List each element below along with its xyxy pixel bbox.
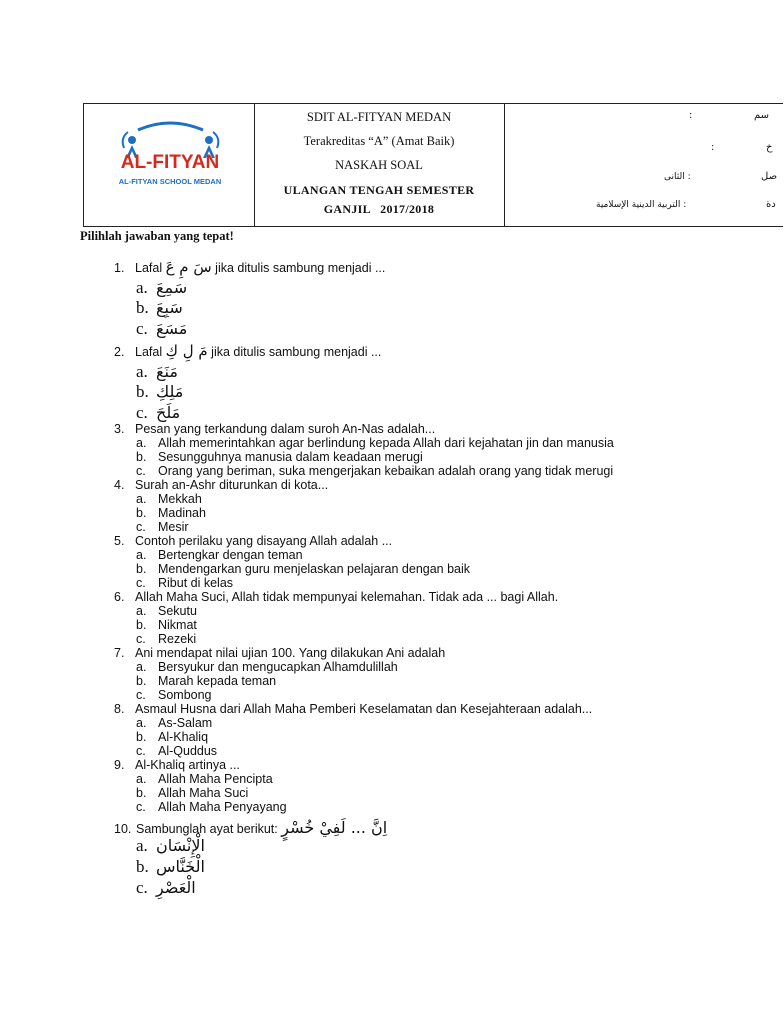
option-8c: c. Al-Quddus [136,744,218,758]
option-2b: b. مَلِكِ [136,382,184,401]
question-7: 7. Ani mendapat nilai ujian 100. Yang dilakukan Ani adalah [114,646,446,660]
field-label-1: سم [754,110,770,121]
option-8b: b. Al-Khaliq [136,730,209,744]
question-1 [114,258,385,276]
option-7b: b. Marah kepada teman [136,674,277,688]
option-5c: c. Ribut di kelas [136,576,234,590]
field-colon-4: : التربية الدينية الإسلامية [596,200,687,210]
exam-title: ULANGAN TENGAH SEMESTER [283,183,475,197]
question-5: 5. Contoh perilaku yang disayang Allah adalah ... [114,534,393,548]
school-logo [118,118,223,198]
question-6: 6. Allah Maha Suci, Allah tidak mempunyai kelemahan. Tidak ada ... bagi Allah. [114,590,559,604]
option-10b: b. الْخَنَّاس [136,857,205,876]
option-9b: b. Allah Maha Suci [136,786,249,800]
option-10a: a. الْإِنْسَان [136,836,205,855]
option-1c: c. مَسَعَ [136,319,188,338]
doc-type: NASKAH SOAL [335,158,423,172]
field-colon-1: : [689,110,693,121]
option-7a: a. Bersyukur dan mengucapkan Alhamdulillah [136,660,398,674]
school-name: SDIT AL-FITYAN MEDAN [306,110,452,124]
question-9: 9. Al-Khaliq artinya ... [114,758,240,772]
option-3b: b. Sesungguhnya manusia dalam keadaan merugi [136,450,423,464]
option-3c: c. Orang yang beriman, suka mengerjakan kebaikan adalah orang yang tidak merugi [136,464,614,478]
option-4c: c. Mesir [136,520,189,534]
option-4a: a. Mekkah [136,492,202,506]
question-number: 1. [114,261,125,275]
instruction: Pilihlah jawaban yang tepat! [80,229,234,243]
question-10: 10. Sambunglah ayat berikut: اِنَّ ... لَفِيْ خُسْرٍ [114,818,388,837]
option-4b: b. Madinah [136,506,206,520]
field-colon-3: : الثانى [664,172,691,182]
student-info-cell [504,104,784,226]
field-colon-2: : [711,142,715,153]
school-info-cell [254,104,505,226]
option-3a: a. Allah memerintahkan agar berlindung kepada Allah dari kejahatan jin dan manusia [136,436,614,450]
question-2: 2. Lafal مَ لِ كِ jika ditulis sambung menjadi ... [114,342,382,360]
question-3: 3. Pesan yang terkandung dalam suroh An-Nas adalah... [114,422,436,436]
logo-cell [84,104,255,226]
option-9a: a. Allah Maha Pencipta [136,772,273,786]
semester: GANJIL 2017/2018 [323,202,435,216]
option-2a: a. مَنَعَ [136,362,178,381]
option-5a: a. Bertengkar dengan teman [136,548,303,562]
option-6a: a. Sekutu [136,604,197,618]
option-5b: b. Mendengarkan guru menjelaskan pelajaran dengan baik [136,562,471,576]
option-1a: a. سَمِعَ [136,278,188,297]
question-4: 4. Surah an-Ashr diturunkan di kota... [114,478,329,492]
option-6b: b. Nikmat [136,618,197,632]
accreditation: Terakreditas “A” (Amat Baik) [303,134,455,148]
exam-header [83,103,783,227]
field-label-2: خ [766,142,773,153]
option-8a: a. As-Salam [136,716,213,730]
question-text-post: jika ditulis sambung menjadi ... [211,261,386,275]
logo-subtext: AL-FITYAN SCHOOL MEDAN [118,177,222,186]
question-8: 8. Asmaul Husna dari Allah Maha Pemberi Keselamatan dan Kesejahteraan adalah... [114,702,593,716]
field-label-4: دة [766,199,776,210]
question-arabic: سَ مِ عَ [165,258,212,276]
option-2c: c. مَلَحَ [136,403,181,422]
option-9c: c. Allah Maha Penyayang [136,800,287,814]
field-label-3: صل [761,171,778,182]
option-1b: b. سَبِعَ [136,298,183,317]
logo-text: AL-FITYAN [120,152,220,173]
option-7c: c. Sombong [136,688,212,702]
question-text-pre: Lafal [135,261,166,275]
option-6c: c. Rezeki [136,632,197,646]
option-10c: c. الْعَصْرِ [136,878,196,897]
